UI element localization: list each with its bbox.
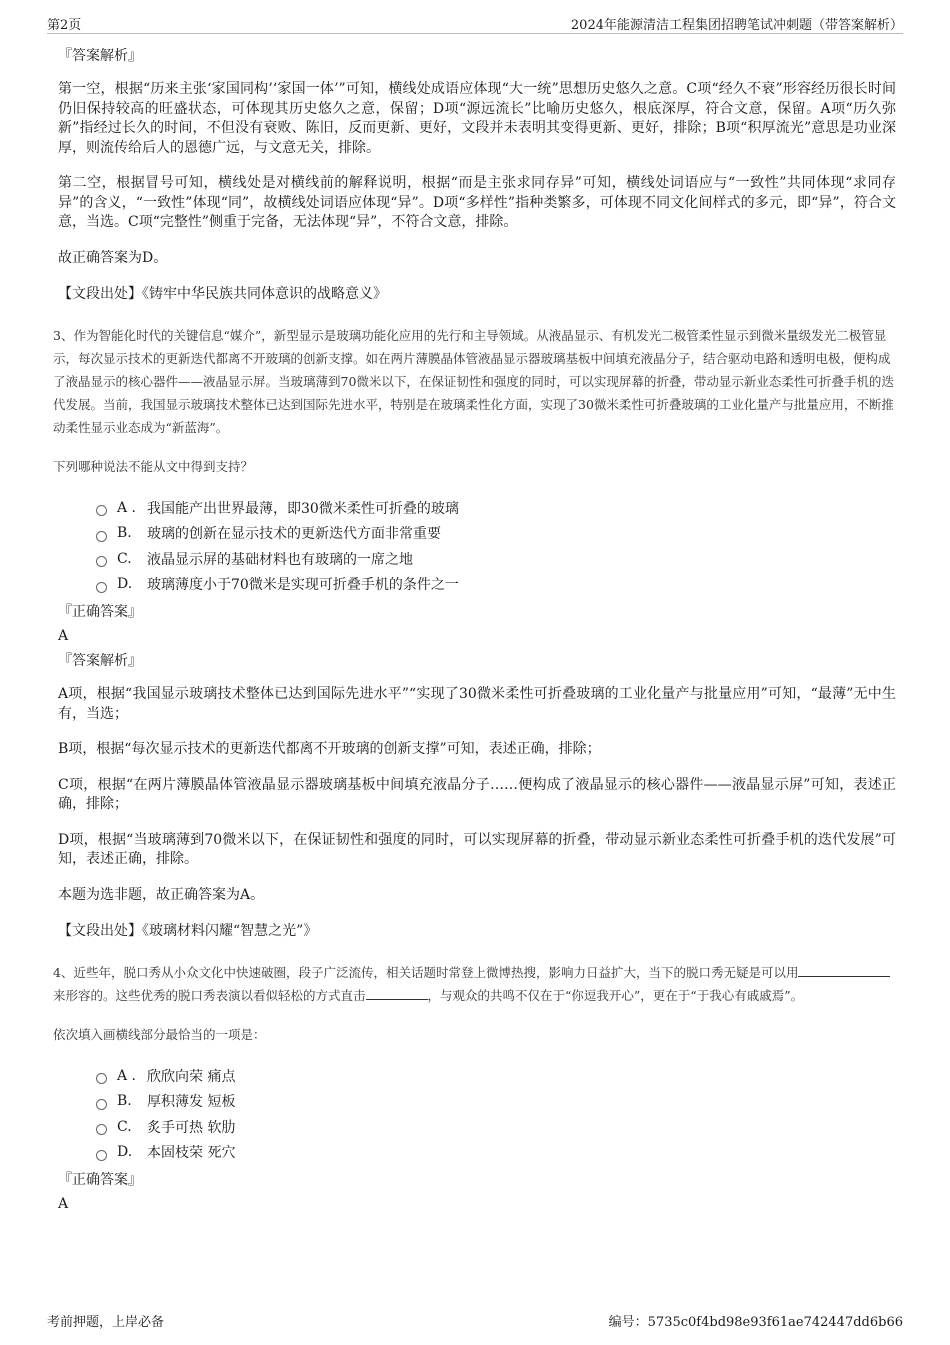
radio-icon[interactable] [96, 505, 107, 516]
q4-option-a[interactable] [96, 1063, 896, 1089]
q4-stem [53, 961, 896, 1007]
option-letter: A . [117, 1067, 137, 1084]
q4-options [96, 1063, 896, 1165]
q2-analysis-paragraph: 第一空，根据“历来主张‘家国同构’‘家国一体’”可知，横线处成语应体现“大一统”思想历史悠久之意。C项“经久不衰”形容经历很长时间仍旧保持较高的旺盛状态，可体现其历史悠久之意，保留；D项“源远流长”比喻历史悠久，根底深厚，符合文意，保留。A项“历久弥新”指经过长久的时间，不但没有衰败、陈旧，反而更新、更好，文段并未表明其变得更新、更好，排除；B项“积厚流光”意思是功业深厚，则流传给后人的恩德广远，与文意无关，排除。 [58, 81, 896, 156]
option-text: 厚积薄发 短板 [147, 1094, 236, 1111]
option-text: 液晶显示屏的基础材料也有玻璃的一席之地 [147, 551, 413, 568]
radio-icon[interactable] [96, 531, 107, 542]
q4-stem-part: 来形容的。这些优秀的脱口秀表演以看似轻松的方式直击 [53, 988, 366, 1003]
fill-blank [798, 962, 890, 977]
option-text: 玻璃的创新在显示技术的更新迭代方面非常重要 [147, 526, 441, 543]
q3-analysis-item: B项，根据“每次显示技术的更新迭代都离不开玻璃的创新支撑”可知，表述正确，排除； [58, 741, 601, 757]
q3-answer-label: 『正确答案』 [58, 604, 142, 620]
option-letter: A . [117, 499, 137, 516]
q3-option-d[interactable] [96, 572, 896, 598]
q4-option-c[interactable] [96, 1114, 896, 1140]
option-letter: C. [117, 550, 132, 567]
fill-blank [366, 985, 428, 1000]
q3-stem: 3、作为智能化时代的关键信息“媒介”，新型显示是玻璃功能化应用的先行和主导领域。从液晶显示、有机发光二极管柔性显示到微米量级发光二极管显示，每次显示技术的更新迭代都离不开玻璃的创新支撑。如在两片薄膜晶体管液晶显示器玻璃基板中间填充液晶分子，结合驱动电路和透明电极，便构成了液晶显示的核心器件——液晶显示屏。当玻璃薄到70微米以下，在保证韧性和强度的同时，可以实现屏幕的折叠，带动显示新业态柔性可折叠手机的迭代发展。当前，我国显示玻璃技术整体已达到国际先进水平，特别是在玻璃柔性化方面，实现了30微米柔性可折叠玻璃的工业化量产与批量应用，不断推动柔性显示业态成为“新蓝海”。 [53, 328, 894, 435]
option-text: 炙手可热 软肋 [147, 1119, 236, 1136]
option-letter: C. [117, 1118, 132, 1135]
q3-analysis-label: 『答案解析』 [58, 653, 142, 669]
option-letter: B. [117, 525, 132, 542]
option-letter: B. [117, 1093, 132, 1110]
radio-icon[interactable] [96, 582, 107, 593]
q3-analysis-item: C项，根据“在两片薄膜晶体管液晶显示器玻璃基板中间填充液晶分子……便构成了液晶显示的核心器件——液晶显示屏”可知，表述正确，排除； [58, 776, 896, 812]
q3-source: 【文段出处】《玻璃材料闪耀“智慧之光”》 [58, 923, 318, 939]
q2-analysis-label: 『答案解析』 [58, 48, 142, 64]
q2-source: 【文段出处】《铸牢中华民族共同体意识的战略意义》 [58, 286, 387, 302]
q4-answer: A [58, 1196, 69, 1212]
document-id: 编号：5735c0f4bd98e93f61ae742447dd6b66 [608, 1315, 903, 1330]
q4-stem-part: ，与观众的共鸣不仅在于“你逗我开心”，更在于“于我心有戚戚焉”。 [427, 988, 804, 1003]
q3-option-c[interactable] [96, 546, 896, 572]
footer-slogan: 考前押题，上岸必备 [47, 1315, 165, 1330]
radio-icon[interactable] [96, 1124, 107, 1135]
radio-icon[interactable] [96, 1073, 107, 1084]
q3-question: 下列哪种说法不能从文中得到支持？ [53, 459, 254, 474]
document-title: 2024年能源清洁工程集团招聘笔试冲刺题（带答案解析） [570, 18, 903, 33]
option-letter: D. [117, 1144, 133, 1161]
q4-option-b[interactable] [96, 1089, 896, 1115]
option-letter: D. [117, 576, 133, 593]
q4-question: 依次填入画横线部分最恰当的一项是： [53, 1027, 266, 1042]
document-body [53, 46, 896, 1219]
page-header [47, 13, 903, 34]
option-text: 玻璃薄度小于70微米是实现可折叠手机的条件之一 [147, 577, 459, 594]
option-text: 我国能产出世界最薄，即30微米柔性可折叠的玻璃 [147, 500, 459, 517]
radio-icon[interactable] [96, 1099, 107, 1110]
radio-icon[interactable] [96, 556, 107, 567]
q3-option-a[interactable] [96, 495, 896, 521]
option-text: 本固枝荣 死穴 [147, 1145, 236, 1162]
option-text: 欣欣向荣 痛点 [147, 1068, 236, 1085]
q3-analysis-conclusion: 本题为选非题，故正确答案为A。 [58, 886, 265, 903]
q3-answer: A [58, 628, 69, 644]
q3-option-b[interactable] [96, 521, 896, 547]
q3-analysis-item: A项，根据“我国显示玻璃技术整体已达到国际先进水平”“实现了30微米柔性可折叠玻璃的工业化量产与批量应用”可知，“最薄”无中生有，当选； [58, 686, 896, 722]
q3-options [96, 495, 896, 597]
q3-analysis-item: D项，根据“当玻璃薄到70微米以下，在保证韧性和强度的同时，可以实现屏幕的折叠，带动显示新业态柔性可折叠手机的迭代发展”可知，表述正确，排除。 [58, 831, 896, 867]
q4-answer-label: 『正确答案』 [58, 1172, 142, 1188]
q2-analysis-paragraph: 第二空，根据冒号可知，横线处是对横线前的解释说明，根据“而是主张求同存异”可知，横线处词语应与“一致性”共同体现“求同存异”的含义，“一致性”体现“同”，故横线处词语应体现“异”。D项“多样性”指种类繁多，可体现不同文化间样式的多元，即“异”，符合文意，当选。C项“完整性”侧重于完备，无法体现“异”，不符合文意，排除。 [58, 175, 896, 230]
q2-analysis-conclusion: 故正确答案为D。 [58, 249, 168, 266]
radio-icon[interactable] [96, 1150, 107, 1161]
page-number: 第2页 [47, 18, 82, 33]
q4-stem-part: 4、近些年，脱口秀从小众文化中快速破圈，段子广泛流传，相关话题时常登上微博热搜，影响力日益扩大，当下的脱口秀无疑是可以用 [53, 965, 799, 980]
q4-option-d[interactable] [96, 1140, 896, 1166]
